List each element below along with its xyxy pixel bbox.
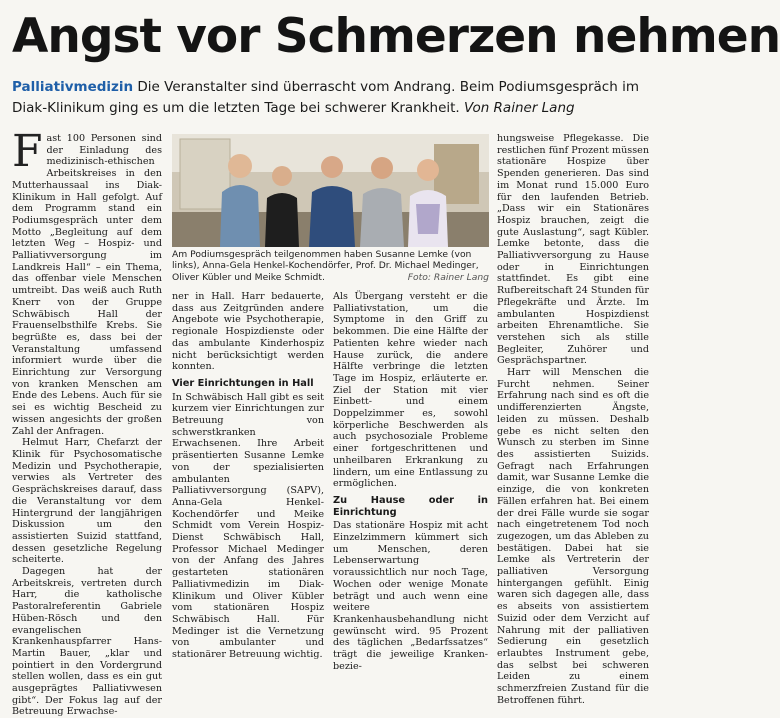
teaser-text: Die Veranstalter sind überrascht vom Andrang. Beim Podiumsgespräch im Diak-Klinikum ging es um die letzten Tage bei schwerer Krankheit. <box>12 79 639 116</box>
author-byline: Von Rainer Lang <box>464 100 575 116</box>
article-column-2 <box>172 291 324 661</box>
article-photo <box>172 134 489 247</box>
paragraph: Dagegen hat der Arbeitskreis, vertreten durch Harr, die katholische Pastoralreferentin Gabriele Hüben-Rösch und den evangelischen Krankenhauspfarrer Hans-Martin Bauer, „klar und pointiert in den Vordergrund stellen wollen, dass es ein gut ausgeprägtes Palliativwesen gibt“. Der Fokus lag auf der Betreuung Erwachse- <box>12 566 162 718</box>
paragraph: ner in Hall. Harr bedauerte, dass aus Zeitgründen andere Angebote wie Psychotherapie, regionale Hospizdienste oder das ambulante Kinderhospiz nicht berücksichtigt werden konnten. <box>172 291 324 373</box>
paragraph: hungsweise Pflegekasse. Die restlichen fünf Prozent müssen stationäre Hospize über Spenden generieren. Das sind im Monat rund 15.000 Euro für den laufenden Betrieb. „Dass wir ein Stationäres Hospiz brauchen, zeigt die gute Auslastung“, sagt Kübler. Lemke betonte, dass die Palliativversorgung zu Hause oder in Einrichtungen stattfindet. Es gibt eine Rufbereitschaft 24 Stunden für Pflegekräfte und Ärzte. Im ambulanten Hospizdienst arbeiten Ehrenamtliche. Sie verstehen sich als stille Begleiter, Zuhörer und Gesprächspartner. <box>497 133 650 367</box>
paragraph: Als Übergang versteht er die Palliativstation, um die Symptome in den Griff zu bekommen. Die eine Hälfte der Patienten kehre wieder nach Hause zurück, die andere Hälfte verbringe die letzten Tage im Hospiz, erläuterte er. Ziel der Station mit vier Einbett- und einem Doppelzimmer es, sowohl körperliche Beschwerden als auch psychosoziale Probleme einer fortgeschrittenen und unheilbaren Erkrankung zu lindern, um eine Entlassung zu ermöglichen. <box>333 291 488 490</box>
article-column-4 <box>497 133 649 706</box>
paragraph: Das stationäre Hospiz mit acht Einzelzimmern kümmert sich um Menschen, deren Lebenserwartung voraussichtlich nur noch Tage, Wochen oder wenige Monate beträgt und auch wenn eine weitere Krankenhausbehandlung nicht gewünscht wird. 95 Prozent des täglichen „Bedarfssatzes“ trägt die jeweilige Kranken- bezie- <box>333 520 488 672</box>
paragraph <box>12 126 162 437</box>
caption-text: Am Podiumsgespräch teilgenommen haben Susanne Lemke (von links), Anna-Gela Henkel-Kochendörfer, Prof. Dr. Michael Medinger, Oliver Kübler und Meike Schmidt. <box>172 249 479 283</box>
headline: Angst vor Schmerzen nehmen <box>12 9 780 64</box>
drop-cap: F <box>12 126 43 177</box>
photo-caption <box>172 249 489 283</box>
photo-people-group <box>172 134 489 247</box>
article-column-3 <box>333 291 488 673</box>
paragraph: In Schwäbisch Hall gibt es seit kurzem vier Einrichtungen zur Betreuung von schwerstkranken Erwachsenen. Ihre Arbeit präsentierten Susanne Lemke von der spezialisierten ambulanten Palliativversorgung (SAPV), Anna-Gela Henkel-Kochendörfer und Meike Schmidt vom Verein Hospiz-Dienst Schwäbisch Hall, Professor Michael Medinger von der Anfang des Jahres gestarteten stationären Palliativmedizin im Diak-Klinikum und Oliver Kübler vom stationären Hospiz Schwäbisch Hall. Für Medinger ist die Vernetzung von ambulanter und stationärer Betreuung wichtig. <box>172 391 324 661</box>
teaser <box>12 77 646 119</box>
kicker: Palliativmedizin <box>12 79 134 95</box>
photo-credit: Foto: Rainer Lang <box>407 271 489 283</box>
paragraph-text: ast 100 Personen sind der Einladung des medizinisch-ethischen Arbeitskreises in den Mutterhaussaal ins Diak-Klinikum in Hall gefolgt. Auf dem Programm stand ein Podiumsgespräch unter dem Motto „Begleitung auf dem letzten Weg – Hospiz- und Palliativversorgung im Landkreis Hall“ – ein Thema, das offenbar viele Menschen umtreibt. Das weiß auch Ruth Knerr von der Gruppe Schwäbisch Hall der Frauenselbsthilfe Krebs. Sie begrüßte es, dass bei der Veranstaltung umfassend informiert wurde über die Einrichtung zur Versorgung von kranken Menschen am Ende des Lebens. Auch für sie sei es wichtig Bescheid zu wissen angesichts der großen Zahl der Anfragen. <box>12 133 162 437</box>
article-column-1 <box>12 126 162 718</box>
paragraph: Helmut Harr, Chefarzt der Klinik für Psychosomatische Medizin und Psychotherapie, verwies als Vertreter des Gesprächskreises darauf, dass die Veranstaltung vor dem Hintergrund der langjährigen Diskussion um den assistierten Suizid stattfand, dessen gesetzliche Regelung scheiterte. <box>12 437 162 566</box>
subheading: Zu Hause oder in Einrichtung <box>333 494 488 518</box>
paragraph: Harr will Menschen die Furcht nehmen. Seiner Erfahrung nach sind es oft die undifferenzierten Ängste, leiden zu müssen. Deshalb gebe es nicht selten den Wunsch zu sterben im Sinne des assistierten Suizids. Gefragt nach Erfahrungen damit, war Susanne Lemke die einzige, die von konkreten Fällen erfahren hat. Bei einem der drei Fälle wurde sie sogar nach eingetretenem Tod noch zugezogen, um das Ableben zu bestätigen. Dabei hat sie Lemke als Vertreterin der palliativen Versorgung hintergangen gefühlt. Einig waren sich dagegen alle, dass es abseits von assistiertem Suizid oder dem Verzicht auf Nahrung mit der palliativen Sedierung ein gesetzlich erlaubtes Instrument gebe, das selbst bei schweren Leiden zu einem schmerzfreien Zustand für die Betroffenen führt. <box>497 367 649 706</box>
subheading: Vier Einrichtungen in Hall <box>172 377 314 389</box>
